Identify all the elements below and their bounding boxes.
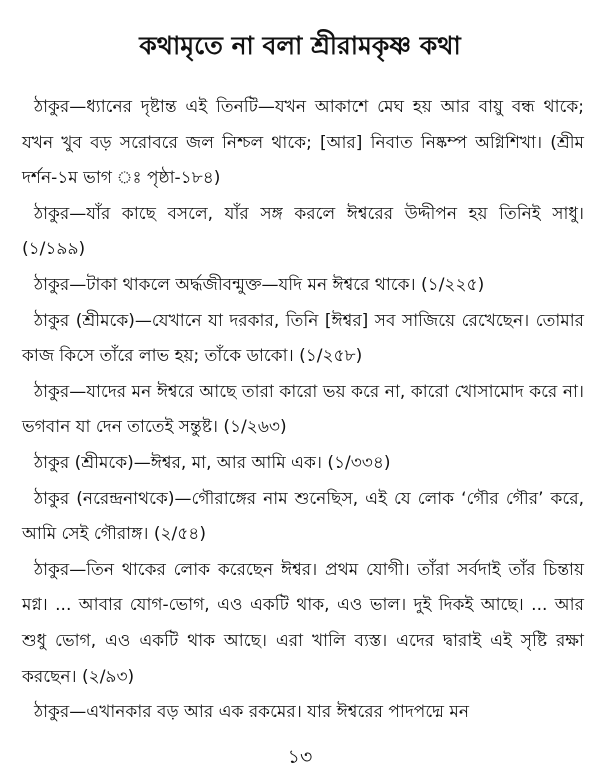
paragraph-3: ঠাকুর—টাকা থাকলে অর্দ্ধজীবন্মুক্ত—যদি মন ঈশ্বরে থাকে। (১/২২৫) [34,274,485,295]
paragraph-4: ঠাকুর (শ্রীমকে)—যেখানে যা দরকার, তিনি [ঈশ্বর] সব সাজিয়ে রেখেছেন। তোমার কাজ কিসে তাঁরে লাভ হয়; তাঁকে ডাকো। (১/২৫৮) [22,310,584,367]
paragraph-7: ঠাকুর (নরেন্দ্রনাথকে)—গৌরাঙ্গের নাম শুনেছিস, এই যে লোক ‘গৌর গৌর’ করে, আমি সেই গৌরাঙ্গ। (২/৫৪) [22,488,584,545]
paragraph-8: ঠাকুর—তিন থাকের লোক করেছেন ঈশ্বর। প্রথম যোগী। তাঁরা সর্বদাই তাঁর চিন্তায় মগ্ন। ... আবার যোগ-ভোগ, এও একটি থাক, এও ভাল। দুই দিকই আছে। ... আর শুধু ভোগ, এও একটি থাক আছে। এরা খালি ব্যস্ত। এদের দ্বারাই এই সৃষ্টি রক্ষা করছেন। (২/৯৩) [22,559,584,687]
page-title: কথামৃতে না বলা শ্রীরামকৃষ্ণ কথা [139,31,461,60]
paragraph-9: ঠাকুর—এখানকার বড় আর এক রকমের। যার ঈশ্বরের পাদপদ্মে মন [34,702,470,723]
paragraph-1: ঠাকুর—ধ্যানের দৃষ্টান্ত এই তিনটি—যখন আকাশে মেঘ হয় আর বায়ু বন্ধ থাকে; যখন খুব বড় সরোবরে জল নিশ্চল থাকে; [আর] নিবাত নিষ্কম্প অগ্নিশিখা। (শ্রীম দর্শন-১ম ভাগ ঃ পৃষ্ঠা-১৮৪) [22,97,584,189]
page-number: ১৩ [287,746,313,768]
paragraph-6: ঠাকুর (শ্রীমকে)—ঈশ্বর, মা, আর আমি এক। (১/৩৩৪) [34,452,391,473]
page-body [22,90,584,731]
paragraph-2: ঠাকুর—যাঁর কাছে বসলে, যাঁর সঙ্গ করলে ঈশ্বরের উদ্দীপন হয় তিনিই সাধু। (১/১৯৯) [22,203,584,260]
paragraph-5: ঠাকুর—যাদের মন ঈশ্বরে আছে তারা কারো ভয় করে না, কারো খোসামোদ করে না। ভগবান যা দেন তাতেই সন্তুষ্ট। (১/২৬৩) [22,381,584,438]
